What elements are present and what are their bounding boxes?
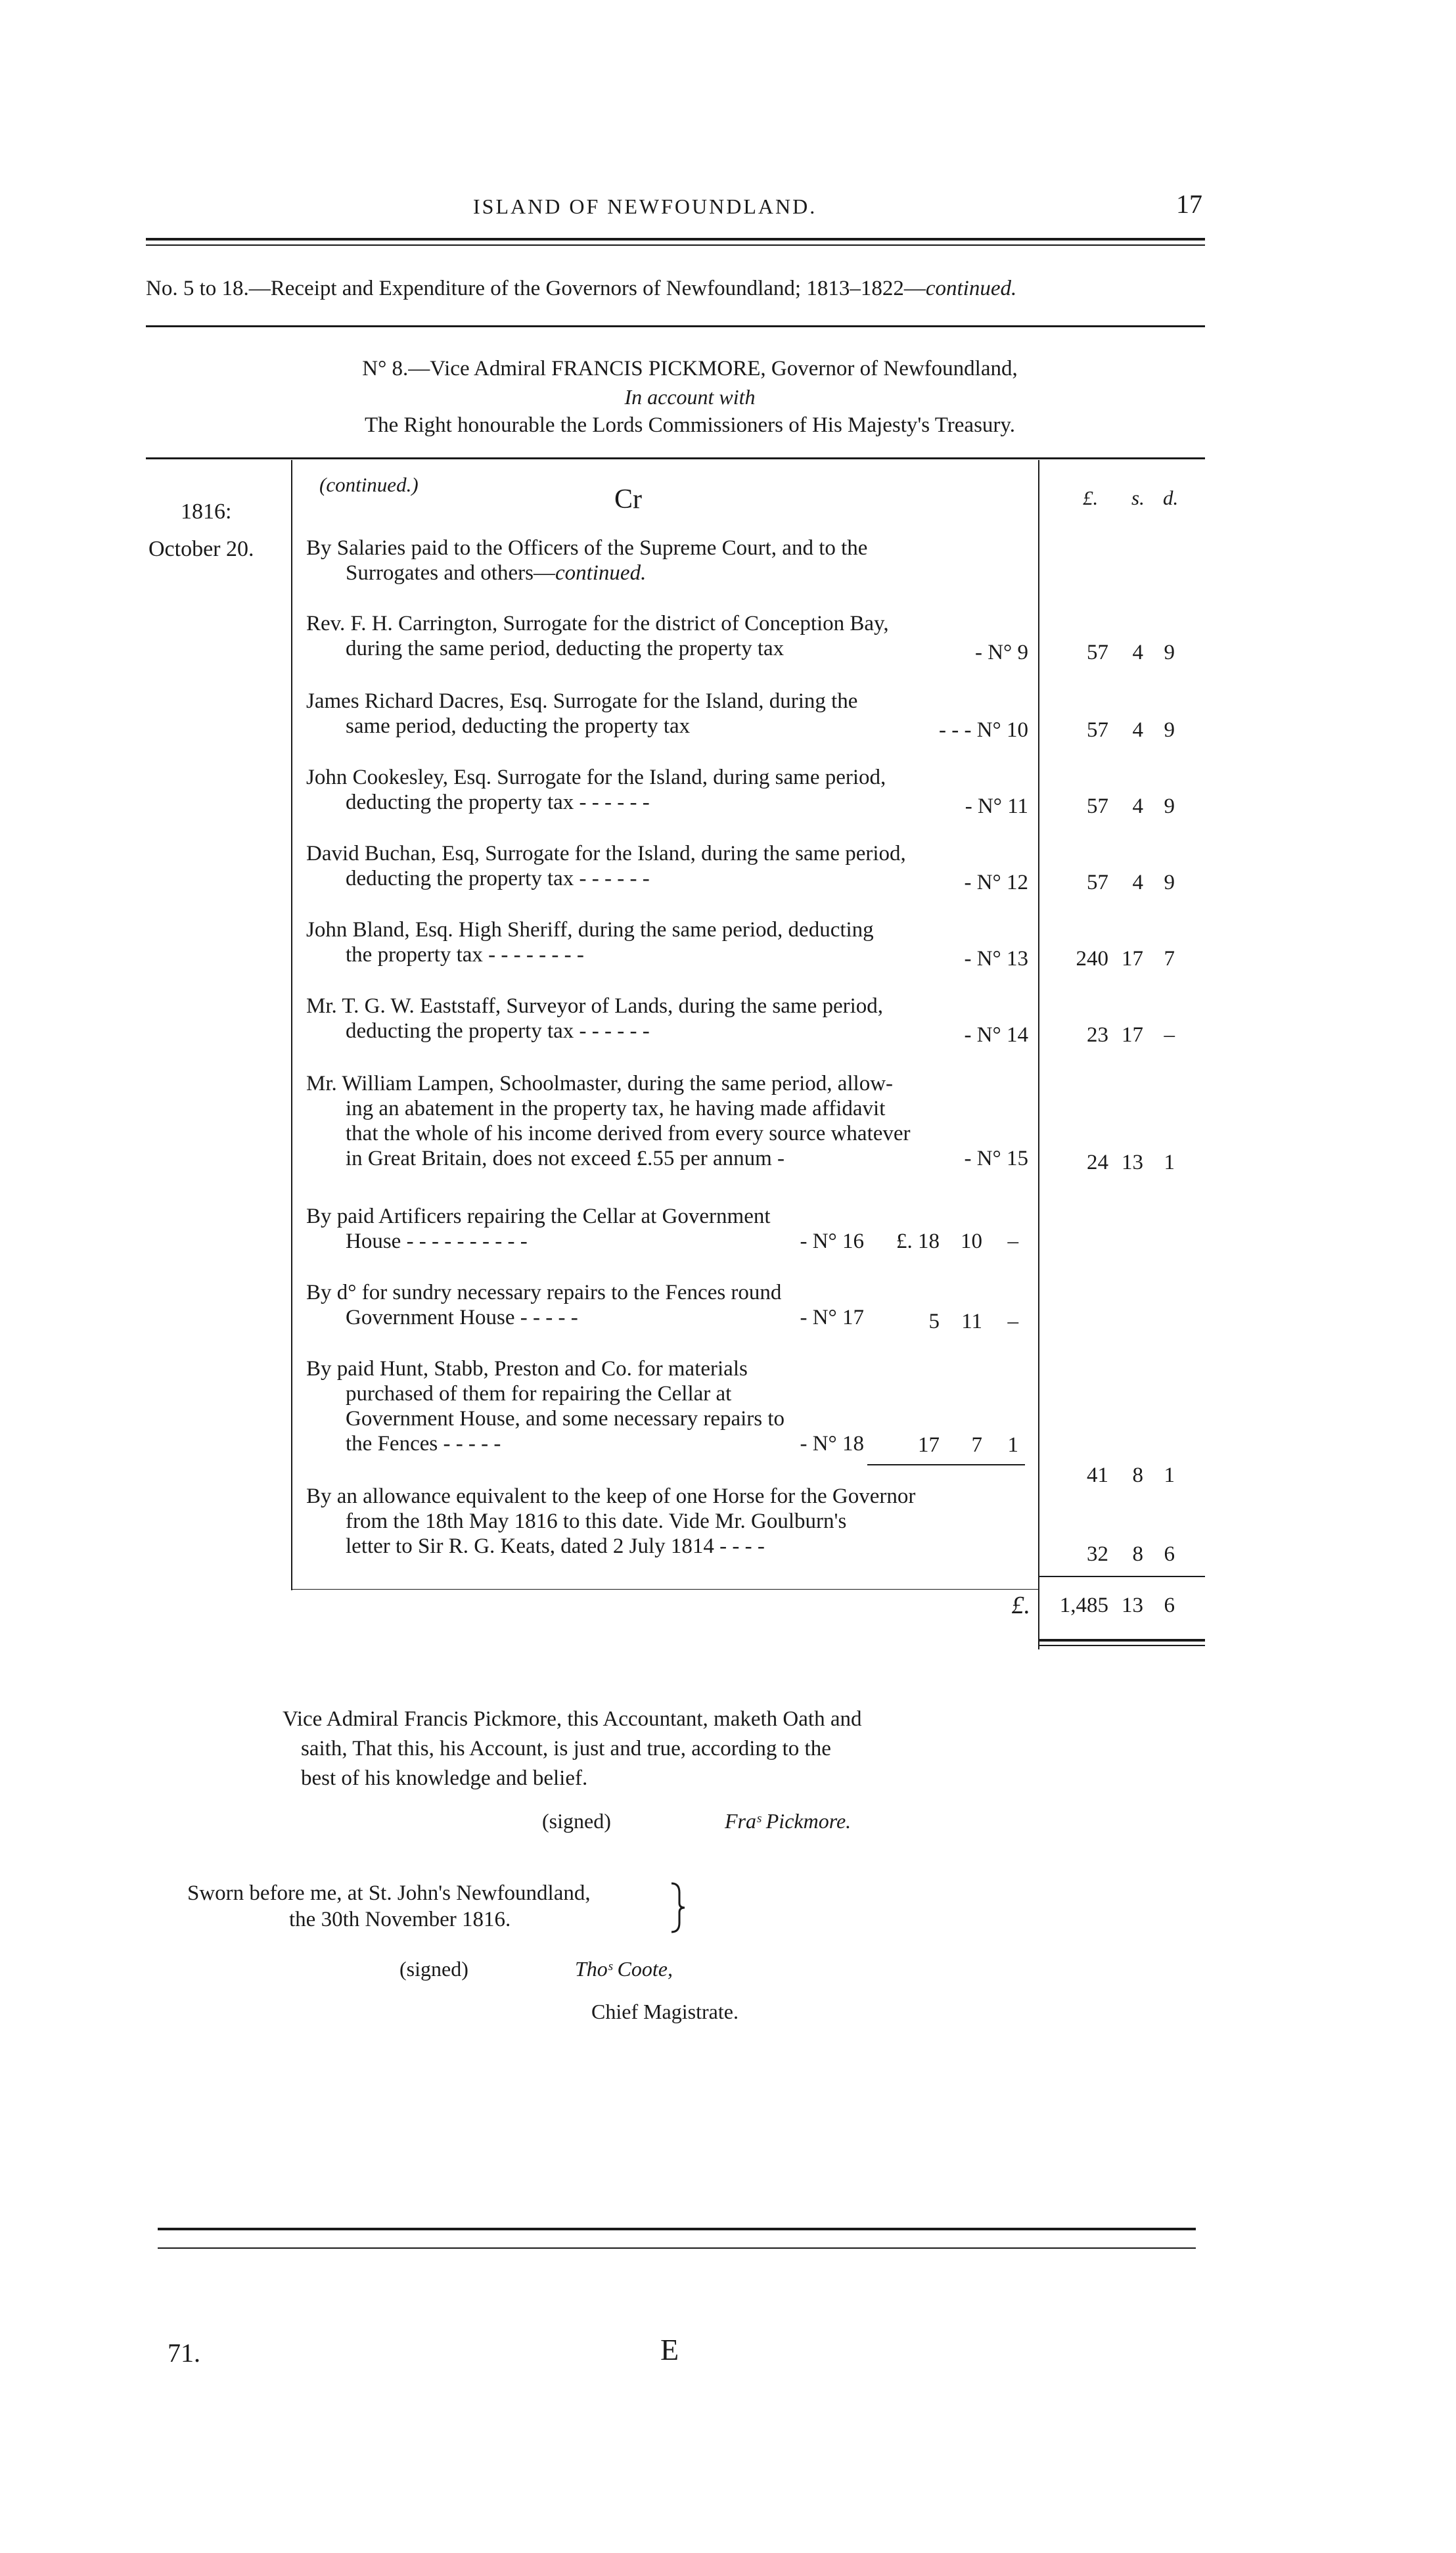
- entry-shillings: 4: [1132, 641, 1143, 664]
- head-rule-1: [146, 238, 1205, 241]
- hunt-pence: 1: [1164, 1463, 1175, 1487]
- entry-pounds: 57: [1087, 641, 1108, 664]
- horse-pounds: 32: [1087, 1542, 1108, 1566]
- entry-line2: the property tax - - - - - - - -: [346, 943, 584, 967]
- salaries-intro-continued: continued.: [555, 561, 647, 585]
- running-title: ISLAND OF NEWFOUNDLAND.: [473, 195, 817, 218]
- account-heading-line3: The Right honourable the Lords Commissioners of His Majesty's Treasury.: [364, 413, 1016, 437]
- footer-signature-number: 71.: [168, 2338, 200, 2368]
- lampen-line1: Mr. William Lampen, Schoolmaster, during the same period, allow-: [306, 1072, 894, 1095]
- total-lower-rule-2: [1038, 1645, 1205, 1646]
- artificers-line1: By paid Artificers repairing the Cellar at Government: [306, 1205, 771, 1228]
- horse-line2: from the 18th May 1816 to this date. Vide Mr. Goulburn's: [346, 1509, 847, 1533]
- sworn-magistrate-name: Thoˢ Coote,: [575, 1957, 673, 1981]
- fences-inner-pounds: 5: [928, 1310, 940, 1333]
- entry-pounds: 240: [1076, 947, 1108, 971]
- footer-rule-1: [158, 2228, 1196, 2230]
- entry-horse-allowance: [306, 1484, 1029, 1559]
- hunt-line2: purchased of them for repairing the Cellar at: [346, 1382, 732, 1406]
- artificers-ref: - N° 16: [800, 1230, 864, 1253]
- entry-pence: 9: [1164, 718, 1175, 742]
- entry-shillings: 4: [1132, 794, 1143, 818]
- entry-shillings: 4: [1132, 718, 1143, 742]
- sworn-brace: [669, 1881, 689, 1935]
- subtitle-continued: continued.: [925, 277, 1017, 300]
- account-heading-line1: N° 8.—Vice Admiral FRANCIS PICKMORE, Governor of Newfoundland,: [362, 357, 1018, 380]
- fences-inner-shillings: 11: [961, 1310, 982, 1333]
- oath-line3: best of his knowledge and belief.: [301, 1766, 588, 1790]
- entry-pounds: 57: [1087, 718, 1108, 742]
- creditor-mark: Cr: [614, 484, 642, 515]
- total-label: £.: [1011, 1592, 1030, 1619]
- horse-pence: 6: [1164, 1542, 1175, 1566]
- entry-line2: same period, deducting the property tax: [346, 714, 691, 738]
- hunt-inner-pence: 1: [1007, 1433, 1018, 1457]
- sworn-magistrate-title: Chief Magistrate.: [591, 2000, 739, 2023]
- hunt-inner-shillings: 7: [971, 1433, 982, 1457]
- footer-signature-mark: E: [660, 2333, 679, 2366]
- artificers-inner-pence: –: [1007, 1230, 1018, 1253]
- page-number: 17: [1176, 189, 1202, 219]
- date-column-foot-rule: [291, 1589, 1038, 1590]
- entry-pounds: 57: [1087, 871, 1108, 894]
- lampen-line3: that the whole of his income derived from every source whatever: [346, 1122, 911, 1145]
- entry-line1: Mr. T. G. W. Eaststaff, Surveyor of Lands, during the same period,: [306, 994, 884, 1018]
- oath-signature: Fraˢ Pickmore.: [725, 1809, 852, 1833]
- hunt-inner-pounds: 17: [918, 1433, 940, 1457]
- footer-rule-2: [158, 2247, 1196, 2249]
- entry-line1: David Buchan, Esq, Surrogate for the Island, during the same period,: [306, 842, 906, 865]
- hunt-shillings: 8: [1132, 1463, 1143, 1487]
- continued-label: (continued.): [319, 473, 419, 496]
- entry-line1: James Richard Dacres, Esq. Surrogate for the Island, during the: [306, 689, 858, 713]
- sworn-signed: (signed): [399, 1957, 468, 1981]
- lampen-line2: ing an abatement in the property tax, he having made affidavit: [346, 1097, 886, 1120]
- fences-line2: Government House - - - - -: [346, 1306, 578, 1329]
- total-lower-rule-1: [1038, 1639, 1205, 1642]
- entry-line2: deducting the property tax - - - - - -: [346, 791, 650, 814]
- entry-pence: 9: [1164, 871, 1175, 894]
- horse-line3: letter to Sir R. G. Keats, dated 2 July 1814 - - - -: [346, 1534, 765, 1558]
- fences-inner-pence: –: [1007, 1310, 1018, 1333]
- lampen-line4: in Great Britain, does not exceed £.55 per annum -: [346, 1147, 785, 1170]
- lampen-ref: - N° 15: [964, 1147, 1028, 1170]
- entry-voucher-ref: - N° 13: [964, 947, 1028, 971]
- entry-line2: during the same period, deducting the property tax: [346, 637, 785, 660]
- entry-shillings: 17: [1122, 1023, 1143, 1047]
- account-heading-line2: In account with: [624, 385, 756, 409]
- total-upper-rule: [1038, 1576, 1205, 1577]
- subtotal-rule: [867, 1464, 1025, 1465]
- entry-voucher-ref: - N° 12: [964, 871, 1028, 894]
- entry-line2: deducting the property tax - - - - - -: [346, 867, 650, 890]
- ledger-top-rule: [146, 457, 1205, 459]
- entry-line1: John Cookesley, Esq. Surrogate for the Island, during same period,: [306, 766, 886, 789]
- entry-pence: 9: [1164, 794, 1175, 818]
- entry-shillings: 17: [1122, 947, 1143, 971]
- entry-line1: John Bland, Esq. High Sheriff, during the same period, deducting: [306, 918, 874, 942]
- entry-line1: Rev. F. H. Carrington, Surrogate for the district of Conception Bay,: [306, 612, 889, 635]
- total-pounds: 1,485: [1059, 1594, 1108, 1617]
- horse-shillings: 8: [1132, 1542, 1143, 1566]
- entry-lampen: [306, 1071, 1029, 1171]
- hunt-line3: Government House, and some necessary repairs to: [346, 1407, 785, 1431]
- entry-pence: 9: [1164, 641, 1175, 664]
- date-column-rule: [291, 460, 292, 1590]
- salaries-intro-line1: By Salaries paid to the Officers of the Supreme Court, and to the: [306, 536, 868, 560]
- lampen-pence: 1: [1164, 1151, 1175, 1174]
- entry-pence: 7: [1164, 947, 1175, 971]
- entry-pence: –: [1164, 1023, 1175, 1047]
- column-pounds: £.: [1083, 486, 1099, 509]
- oath-line1: Vice Admiral Francis Pickmore, this Accountant, maketh Oath and: [283, 1707, 862, 1731]
- artificers-inner-pounds: £. 18: [896, 1230, 940, 1253]
- sworn-line1: Sworn before me, at St. John's Newfoundland,: [187, 1881, 591, 1905]
- column-shillings: s.: [1131, 486, 1145, 509]
- entry-line2: deducting the property tax - - - - - -: [346, 1019, 650, 1043]
- oath-signed: (signed): [542, 1809, 611, 1833]
- artificers-inner-shillings: 10: [961, 1230, 982, 1253]
- fences-ref: - N° 17: [800, 1306, 864, 1329]
- lampen-pounds: 24: [1087, 1151, 1108, 1174]
- salaries-intro-line2: Surrogates and others—: [346, 561, 555, 585]
- hunt-ref: - N° 18: [800, 1432, 864, 1456]
- money-column-rule: [1038, 460, 1039, 1649]
- lampen-shillings: 13: [1122, 1151, 1143, 1174]
- total-shillings: 13: [1122, 1594, 1143, 1617]
- sworn-line2: the 30th November 1816.: [289, 1908, 511, 1931]
- total-pence: 6: [1164, 1594, 1175, 1617]
- hunt-line1: By paid Hunt, Stabb, Preston and Co. for materials: [306, 1357, 748, 1381]
- entry-shillings: 4: [1132, 871, 1143, 894]
- ledger-year: 1816:: [181, 499, 232, 524]
- table-subtitle: [146, 275, 1210, 302]
- entry-pounds: 23: [1087, 1023, 1108, 1047]
- artificers-line2: House - - - - - - - - - -: [346, 1230, 528, 1253]
- column-pence: d.: [1163, 486, 1179, 509]
- head-rule-2: [146, 244, 1205, 246]
- entry-voucher-ref: - N° 14: [964, 1023, 1028, 1047]
- subtitle-rule: [146, 325, 1205, 327]
- entry-voucher-ref: - N° 11: [965, 794, 1028, 818]
- entry-voucher-ref: - N° 9: [974, 641, 1028, 664]
- subtitle-main: No. 5 to 18.—Receipt and Expenditure of the Governors of Newfoundland; 1813–1822—: [146, 277, 926, 300]
- salaries-intro: [306, 536, 1029, 586]
- oath-line2: saith, That this, his Account, is just and true, according to the: [301, 1737, 831, 1760]
- ledger-date: October 20.: [148, 537, 254, 561]
- fences-line1: By d° for sundry necessary repairs to the Fences round: [306, 1281, 782, 1304]
- hunt-line4: the Fences - - - - -: [346, 1432, 501, 1456]
- entry-pounds: 57: [1087, 794, 1108, 818]
- hunt-pounds: 41: [1087, 1463, 1108, 1487]
- horse-line1: By an allowance equivalent to the keep of one Horse for the Governor: [306, 1484, 916, 1508]
- entry-voucher-ref: - - - N° 10: [939, 718, 1028, 742]
